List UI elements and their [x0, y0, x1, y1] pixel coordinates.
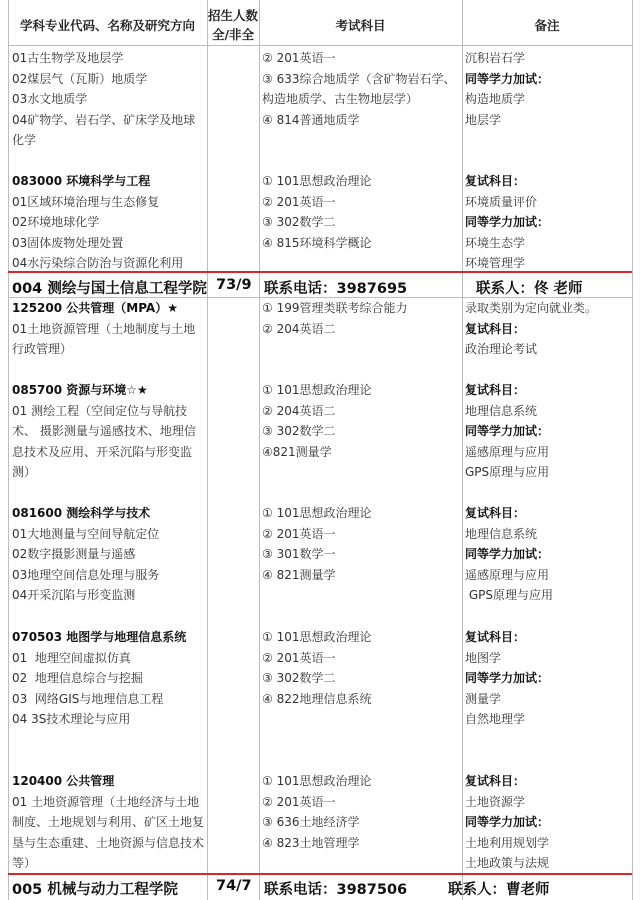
- direction-item: 03固体废物处理处置: [12, 235, 124, 250]
- note-item: 录取类别为定向就业类。: [465, 301, 598, 315]
- note-item: 沉积岩石学: [465, 51, 526, 65]
- section-phone: 联系电话：3987695: [264, 281, 408, 297]
- direction-item: 02 地理信息综合与挖掘: [12, 671, 143, 686]
- direction-item: 01土地资源管理（土地制度与土地行政管理）: [12, 321, 196, 357]
- block-070503-directions: [12, 627, 205, 730]
- note-heading: 同等学力加试：: [465, 215, 550, 230]
- direction-item: 01大地测量与空间导航定位: [12, 526, 160, 541]
- block-083000-notes: [465, 171, 630, 274]
- exam-item: ③ 302数学二: [262, 671, 336, 686]
- exam-item: ② 204英语二: [262, 403, 336, 418]
- note-item: GPS原理与应用: [465, 588, 553, 603]
- direction-item: 04开采沉陷与形变监测: [12, 588, 136, 603]
- note-item: 地图学: [465, 650, 502, 665]
- exam-item: ① 199管理类联考综合能力: [262, 301, 408, 315]
- grid-line: [207, 0, 208, 900]
- direction-item: 03水文地质学: [12, 92, 88, 107]
- section-contact: 联系人：曹老师: [448, 882, 550, 898]
- block-085700-directions: [12, 380, 205, 483]
- exam-item: ② 201英语一: [262, 51, 336, 65]
- section-name: 005 机械与动力工程学院: [12, 882, 178, 898]
- exam-item: ④ 823土地管理学: [262, 835, 360, 850]
- note-item: 遥感原理与应用: [465, 444, 550, 459]
- direction-item: 01 测绘工程（空间定位与导航技术、 摄影测量与遥感技术、地理信息技术及应用、开采沉陷与形变监测）: [12, 403, 196, 480]
- note-heading: 同等学力加试：: [465, 71, 550, 86]
- major-title: 125200 公共管理（MPA）★: [12, 301, 178, 315]
- note-item: 土地政策与法规: [465, 856, 550, 871]
- exam-item: ④ 821测量学: [262, 567, 336, 582]
- section-phone: 联系电话：3987506: [264, 882, 408, 898]
- grid-line: [8, 0, 9, 900]
- note-item: 环境生态学: [465, 235, 526, 250]
- exam-item: ② 204英语二: [262, 321, 336, 336]
- direction-item: 01 土地资源管理（土地经济与土地制度、土地规划与利用、矿区土地复垦与生态重建、土地资源与信息技术等）: [12, 794, 205, 871]
- direction-item: 02数字摄影测量与遥感: [12, 547, 136, 562]
- block-083000-exams: [262, 171, 460, 253]
- exam-item: ① 101思想政治理论: [262, 383, 372, 397]
- block-081600-notes: [465, 503, 630, 606]
- note-item: 地理信息系统: [465, 403, 538, 418]
- direction-item: 01区域环境治理与生态修复: [12, 194, 160, 209]
- block-120400-notes: [465, 771, 630, 874]
- block-120400-directions: [12, 771, 205, 874]
- exam-item: ③ 302数学二: [262, 424, 336, 439]
- exam-item: ① 101思想政治理论: [262, 174, 372, 188]
- block-120400-exams: [262, 771, 460, 853]
- header-quota-line1: 招生人数: [207, 8, 258, 23]
- exam-item: ② 201英语一: [262, 194, 336, 209]
- note-heading: 复试科目：: [465, 774, 526, 788]
- note-heading: 复试科目：: [465, 174, 526, 188]
- direction-item: 03地理空间信息处理与服务: [12, 567, 160, 582]
- major-title: 081600 测绘科学与技术: [12, 506, 151, 520]
- note-heading: 同等学力加试：: [465, 671, 550, 686]
- block-085700-notes: [465, 380, 630, 483]
- note-item: 自然地理学: [465, 712, 526, 727]
- direction-item: 01 地理空间虚拟仿真: [12, 650, 131, 665]
- block-125200-directions: [12, 298, 205, 360]
- major-title: 085700 资源与环境☆★: [12, 383, 148, 397]
- block-081600-directions: [12, 503, 205, 606]
- block-a-notes: [465, 48, 630, 130]
- note-heading: 复试科目：: [465, 630, 526, 644]
- exam-item: ③ 636土地经济学: [262, 815, 360, 830]
- note-heading: 复试科目：: [465, 321, 526, 336]
- grid-line: [462, 0, 463, 900]
- header-quota: [207, 6, 259, 44]
- note-item: 地层学: [465, 112, 502, 127]
- block-070503-exams: [262, 627, 460, 709]
- exam-item: ④ 815环境科学概论: [262, 235, 372, 250]
- note-item: 地理信息系统: [465, 526, 538, 541]
- exam-item: ④821测量学: [262, 444, 332, 459]
- block-125200-notes: [465, 298, 630, 360]
- block-083000-directions: [12, 171, 205, 274]
- note-heading: 同等学力加试：: [465, 424, 550, 439]
- exam-item: ③ 633综合地质学（含矿物岩石学、构造地质学、古生物地层学）: [262, 71, 456, 107]
- major-title: 120400 公共管理: [12, 774, 115, 788]
- section-quota: 74/7: [216, 878, 252, 894]
- direction-item: 02煤层气（瓦斯）地质学: [12, 71, 148, 86]
- major-title: 083000 环境科学与工程: [12, 174, 151, 188]
- exam-item: ② 201英语一: [262, 526, 336, 541]
- note-item: 环境管理学: [465, 256, 526, 271]
- direction-item: 03 网络GIS与地理信息工程: [12, 691, 164, 706]
- section-name: 004 测绘与国土信息工程学院: [12, 281, 207, 297]
- exam-item: ① 101思想政治理论: [262, 630, 372, 644]
- exam-item: ① 101思想政治理论: [262, 506, 372, 520]
- exam-item: ② 201英语一: [262, 650, 336, 665]
- header-divider: [8, 45, 632, 46]
- note-item: 土地利用规划学: [465, 835, 550, 850]
- direction-item: 02环境地球化学: [12, 215, 100, 230]
- section-005-header: [8, 874, 632, 900]
- block-081600-exams: [262, 503, 460, 585]
- block-085700-exams: [262, 380, 460, 462]
- header-notes: 备注: [534, 18, 560, 33]
- direction-item: 04 3S技术理论与应用: [12, 712, 131, 727]
- exam-item: ② 201英语一: [262, 794, 336, 809]
- note-item: 环境质量评价: [465, 194, 538, 209]
- grid-line: [259, 0, 260, 900]
- note-heading: 复试科目：: [465, 506, 526, 520]
- header-major: 学科专业代码、名称及研究方向: [19, 18, 195, 33]
- grid-line: [632, 0, 633, 900]
- note-item: 遥感原理与应用: [465, 567, 550, 582]
- header-exams: 考试科目: [335, 18, 386, 33]
- block-a-directions: [12, 48, 205, 151]
- direction-item: 04水污染综合防治与资源化利用: [12, 256, 184, 271]
- note-heading: 同等学力加试：: [465, 815, 550, 830]
- direction-item: 04矿物学、岩石学、矿床学及地球化学: [12, 112, 196, 148]
- major-title: 070503 地图学与地理信息系统: [12, 630, 187, 644]
- note-item: 土地资源学: [465, 794, 526, 809]
- exam-item: ① 101思想政治理论: [262, 774, 372, 788]
- direction-item: 01古生物学及地层学: [12, 51, 124, 65]
- exam-item: ④ 822地理信息系统: [262, 691, 372, 706]
- note-heading: 同等学力加试：: [465, 547, 550, 562]
- note-item: 构造地质学: [465, 92, 526, 107]
- note-item: 测量学: [465, 691, 502, 706]
- section-contact: 联系人：佟 老师: [476, 281, 583, 297]
- block-070503-notes: [465, 627, 630, 730]
- exam-item: ④ 814普通地质学: [262, 112, 360, 127]
- block-125200-exams: [262, 298, 460, 339]
- block-a-exams: [262, 48, 460, 130]
- section-004-header: [8, 273, 632, 299]
- exam-item: ③ 302数学二: [262, 215, 336, 230]
- section-quota: 73/9: [216, 277, 252, 293]
- note-heading: 复试科目：: [465, 383, 526, 397]
- exam-item: ③ 301数学一: [262, 547, 336, 562]
- note-item: 政治理论考试: [465, 342, 538, 357]
- header-quota-line2: 全/非全: [211, 27, 255, 42]
- note-item: GPS原理与应用: [465, 465, 550, 480]
